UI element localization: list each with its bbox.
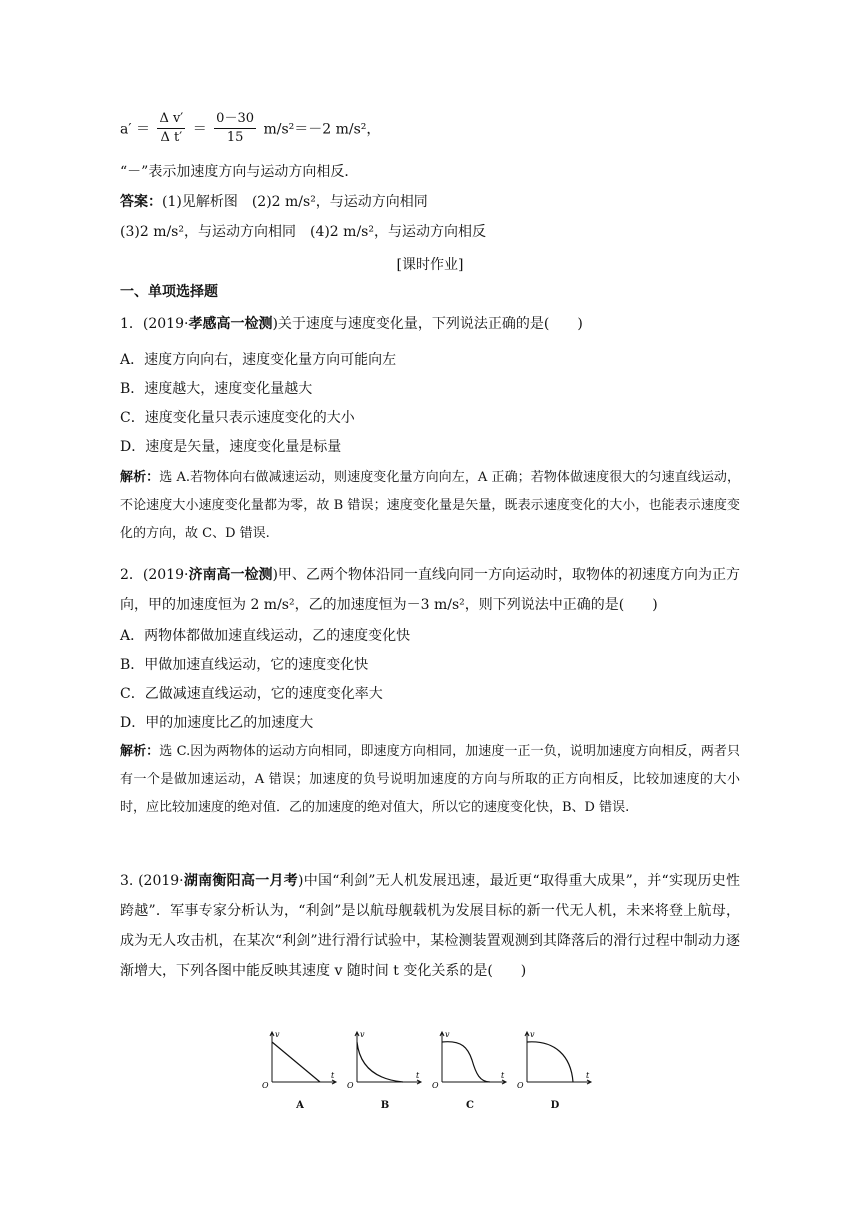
graph-c-origin: O bbox=[432, 1081, 439, 1088]
formula-frac1-numerator: Δ v′ bbox=[157, 110, 185, 129]
sign-note: “－”表示加速度方向与运动方向相反． bbox=[120, 164, 359, 180]
section-title: [课时作业] bbox=[396, 257, 464, 273]
formula-fraction-2 bbox=[214, 110, 256, 147]
q1-prefix: 1．(2019· bbox=[120, 316, 189, 332]
q1-analysis-text: 选 A.若物体向右做减速运动，则速度变化量方向向左，A 正确；若物体做速度很大的匀速直线运动，不论速度大小速度变化量都为零，故 B 错误；速度变化量是矢量，既表示速度变化的大小，也能表示速度变化的方向，故 C、D 错误. bbox=[120, 470, 740, 541]
graph-d-label: D bbox=[550, 1100, 560, 1111]
q1-option-d: D．速度是矢量，速度变化量是标量 bbox=[120, 439, 342, 455]
answer-line-1 bbox=[120, 192, 428, 212]
graph-b-svg bbox=[345, 1028, 425, 1088]
graph-c-v-label: v bbox=[445, 1030, 450, 1039]
graph-c-label: C bbox=[466, 1100, 474, 1111]
graph-c-svg bbox=[430, 1028, 510, 1088]
graph-a-curve bbox=[272, 1042, 320, 1082]
question-2-stem bbox=[120, 560, 740, 620]
velocity-time-graphs bbox=[260, 1028, 600, 1111]
answer-text-1: (1)见解析图 (2)2 m/s²，与运动方向相同 bbox=[162, 194, 428, 210]
q2-option-d: D．甲的加速度比乙的加速度大 bbox=[120, 715, 314, 731]
question-1-stem bbox=[120, 314, 583, 334]
graph-a-label: A bbox=[296, 1100, 304, 1111]
q1-option-b: B．速度越大，速度变化量越大 bbox=[120, 381, 313, 397]
q2-option-c: C．乙做减速直线运动，它的速度变化率大 bbox=[120, 686, 383, 702]
formula-equals: ＝ bbox=[192, 121, 207, 138]
q1-option-a: A．速度方向向右，速度变化量方向可能向左 bbox=[120, 352, 397, 368]
q2-analysis-text: 选 C.因为两物体的运动方向相同，即速度方向相同，加速度一正一负，说明加速度方向相反，两者只有一个是做加速运动，A 错误；加速度的负号说明加速度的方向与所取的正方向相反，比较加速度的大小时，应比较加速度的绝对值．乙的加速度的绝对值大，所以它的速度变化快，B、D 错误. bbox=[120, 744, 740, 815]
graph-b-label: B bbox=[380, 1100, 390, 1111]
graph-d-v-label: v bbox=[530, 1030, 535, 1039]
graph-a-svg bbox=[260, 1028, 340, 1088]
q2-option-a: A．两物体都做加速直线运动，乙的速度变化快 bbox=[120, 628, 411, 644]
formula-frac2-numerator: 0－30 bbox=[214, 110, 256, 129]
graph-a-t-label: t bbox=[331, 1071, 335, 1080]
q1-option-c: C．速度变化量只表示速度变化的大小 bbox=[120, 410, 355, 426]
q3-stem-text: )中国“利剑”无人机发展迅速，最近更“取得重大成果”，并“实现历史性跨越”．军事专家分析认为，“利剑”是以航母舰载机为发展目标的新一代无人机，未来将登上航母，成为无人攻击机，在某次“利剑”进行滑行试验中，某检测装置观测到其降落后的滑行过程中制动力逐渐增大，下列各图中能反映其速度 v 随时间 t 变化关系的是( ) bbox=[120, 873, 741, 979]
q1-source: 孝感高一检测 bbox=[188, 316, 273, 332]
answer-line-2: (3)2 m/s²，与运动方向相同 (4)2 m/s²，与运动方向相反 bbox=[120, 224, 486, 240]
graph-d-origin: O bbox=[517, 1081, 524, 1088]
graph-a bbox=[260, 1028, 340, 1111]
graph-b bbox=[345, 1028, 425, 1111]
part-title: 一、单项选择题 bbox=[120, 284, 218, 300]
graph-c-t-label: t bbox=[501, 1071, 505, 1080]
formula-frac2-denominator: 15 bbox=[226, 130, 244, 145]
q3-source: 湖南衡阳高一月考 bbox=[183, 873, 299, 889]
graph-b-origin: O bbox=[347, 1081, 354, 1088]
q1-stem-text: )关于速度与速度变化量，下列说法正确的是( ) bbox=[272, 316, 583, 332]
formula-frac1-denominator: Δ t′ bbox=[160, 130, 183, 145]
q2-analysis bbox=[120, 738, 740, 822]
graph-c bbox=[430, 1028, 510, 1111]
graph-d-svg bbox=[515, 1028, 595, 1088]
question-3-stem bbox=[120, 866, 740, 986]
graph-b-t-label: t bbox=[416, 1071, 420, 1080]
q3-prefix: 3. (2019· bbox=[120, 873, 184, 889]
graph-a-origin: O bbox=[262, 1081, 269, 1088]
graph-d bbox=[515, 1028, 595, 1111]
formula-fraction-1 bbox=[157, 110, 185, 147]
answer-label: 答案： bbox=[120, 194, 162, 210]
formula-lhs: a′ ＝ bbox=[120, 121, 150, 138]
formula-rhs: m/s²＝－2 m/s²， bbox=[263, 121, 381, 138]
q2-stem-text: )甲、乙两个物体沿同一直线向同一方向运动时，取物体的初速度方向为正方向，甲的加速度恒为 2 m/s²，乙的加速度恒为－3 m/s²，则下列说法中正确的是( ) bbox=[120, 567, 740, 613]
q1-analysis-label: 解析： bbox=[120, 470, 160, 485]
q2-prefix: 2．(2019· bbox=[120, 567, 189, 583]
graph-b-v-label: v bbox=[360, 1030, 365, 1039]
q2-analysis-label: 解析： bbox=[120, 744, 160, 759]
graph-d-curve bbox=[527, 1042, 573, 1082]
graph-d-t-label: t bbox=[586, 1071, 590, 1080]
graph-b-curve bbox=[357, 1042, 403, 1082]
graph-a-v-label: v bbox=[275, 1030, 280, 1039]
acceleration-formula bbox=[120, 110, 380, 147]
q2-source: 济南高一检测 bbox=[188, 567, 273, 583]
q2-option-b: B．甲做加速直线运动，它的速度变化快 bbox=[120, 657, 369, 673]
q1-analysis bbox=[120, 464, 740, 548]
graph-c-curve bbox=[442, 1042, 490, 1082]
